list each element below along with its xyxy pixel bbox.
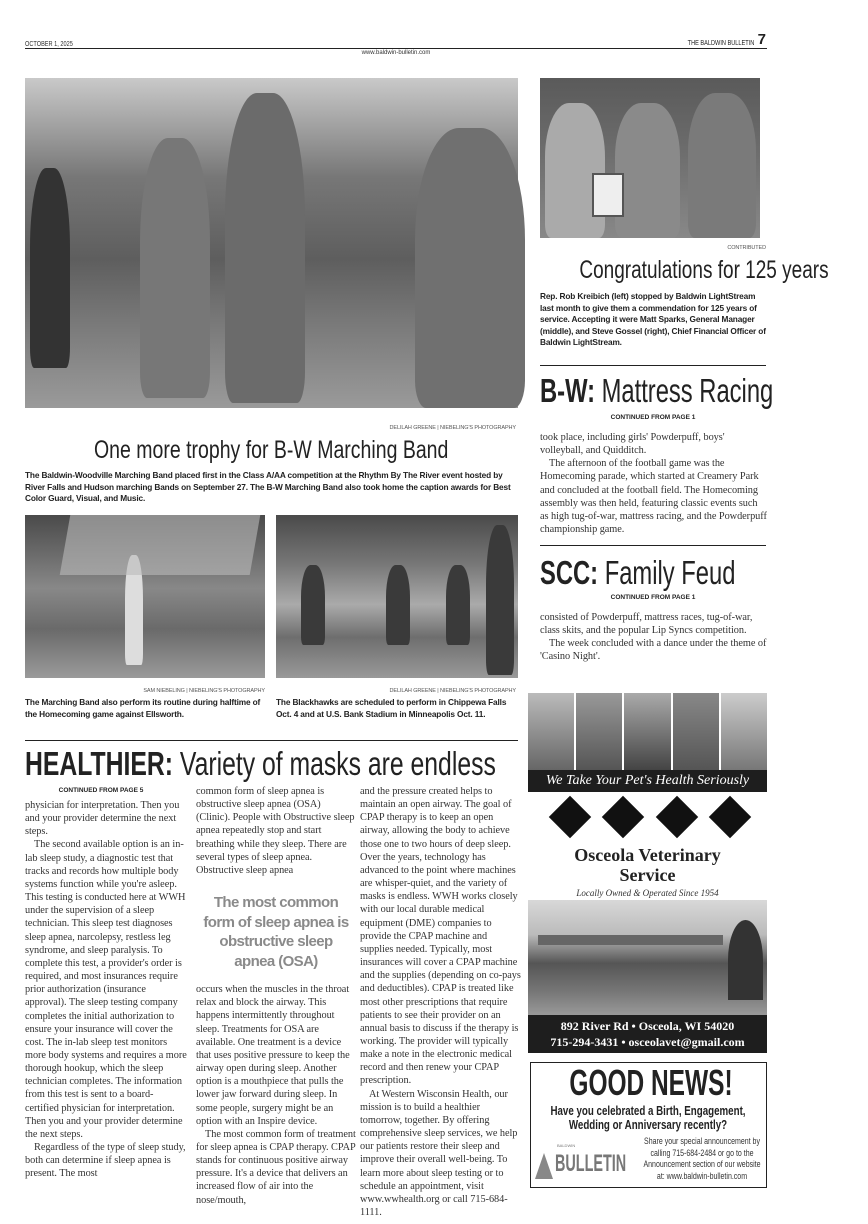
commendation-photo	[540, 78, 760, 238]
good-news-question: Have you celebrated a Birth, Engagement, Wedding or Anniversary recently?	[550, 1104, 746, 1132]
vet-name-line1: Osceola Veterinary	[574, 845, 721, 865]
healthier-headline	[25, 746, 653, 781]
paragraph: The most common form of treatment for sleep apnea is CPAP therapy. CPAP stands for continuous positive airway pressure. It's a device that delivers an increased flow of air into the nose/mouth,	[196, 1128, 356, 1206]
bw-headline	[540, 374, 864, 409]
blackhawks-caption: The Blackhawks are scheduled to perform in Chippewa Falls Oct. 4 and at U.S. Bank Stadium in Minneapolis Oct. 11.	[276, 697, 507, 719]
bw-article	[540, 431, 768, 536]
paragraph: The second available option is an in-lab sleep study, a diagnostic test that tracks and records how multiple body systems function while you're asleep. This testing is conducted here at WWH under the supervision of a sleep technician. This sleep test diagnoses sleep apnea, narcolepsy, restless leg syndrome, and sleep paralysis. To complete this test, a provider's order is required, and most insurances require prior authorization (insurance approval). The sleep testing company completes the initial authorization to ensure your insurance will cover the cost. The in-lab sleep test monitors more body systems and requires a more thorough hookup, which the sleep technician completes. The information from this test is sent to a board-certified physician for interpretation. Then you and your provider determine the next steps.	[25, 839, 187, 1140]
article-column-2	[196, 785, 356, 1207]
marching-caption: The Baldwin-Woodville Marching Band placed first in the Class A/AA competition at the Rhythm By The River event hosted by River Falls and Hudson marching Bands on September 27. The B-W Marching Band also took home the caption awards for Best Color Guard, Visual, and Music.	[25, 470, 511, 503]
halftime-caption: The Marching Band also perform its routine during halftime of the Homecoming game against Ellsworth.	[25, 697, 261, 719]
vet-contact	[528, 1015, 767, 1053]
continued-label: CONTINUED FROM PAGE 5	[58, 787, 144, 794]
pull-quote: The most common form of sleep apnea is obstructive sleep apnea (OSA)	[203, 894, 349, 970]
healthier-kicker: HEALTHIER:	[25, 745, 174, 782]
vet-phone-email[interactable]: 715-294-3431 • osceolavet@gmail.com	[550, 1035, 745, 1049]
section-rule	[540, 365, 766, 366]
paragraph: and the pressure created helps to maintain an open airway. The goal of CPAP therapy is to keep an open airway, allowing the body to achieve those one to two hours of deep sleep. Over the years, technology has advanced to the point where machines are whisper-quiet, and the variety of masks is endless. WWH works closely with our local durable medical equipment (DME) companies to provide the CPAP machine and supplies needed. Typically, most insurances will cover a CPAP machine and the supplies (depending on co-pays and deductibles). CPAP is treated like most other prescriptions that require patients to see their provider on an annual basis to discuss if the therapy is working. The provider will typically make a note in the electronic medical record and then renew your CPAP prescription.	[360, 786, 521, 1087]
animal-logo-icon	[655, 796, 697, 838]
clinic-building-photo	[528, 900, 767, 1015]
paper-name: THE BALDWIN BULLETIN	[688, 40, 755, 47]
paragraph: common form of sleep apnea is obstructive sleep apnea (OSA) (Clinic). People with Obstructive sleep apnea repeatedly stop and start breathing while they sleep. There are several types of sleep apnea. Obstructive sleep apnea	[196, 786, 355, 876]
photo-credit: DELILAH GREENE | NIEBELING'S PHOTOGRAPHY	[389, 688, 516, 694]
vet-address: 892 River Rd • Osceola, WI 54020	[560, 1019, 735, 1033]
website-url[interactable]: www.baldwin-bulletin.com	[361, 50, 431, 56]
page-number: 7	[757, 31, 766, 48]
paragraph: took place, including girls' Powderpuff, boys' volleyball, and Quidditch.	[540, 432, 725, 457]
halftime-photo	[25, 515, 265, 678]
congrats-caption: Rep. Rob Kreibich (left) stopped by Baldwin LightStream last month to give them a commendation for 125 years of service. Accepting it were Matt Sparks, General Manager (middle), and Steve Gossel (right), Chief Financial Officer of Baldwin LightStream.	[540, 291, 766, 347]
logo-text: BULLETIN	[555, 1150, 627, 1177]
good-news-ad[interactable]	[530, 1062, 767, 1188]
good-news-question-wrap	[531, 1104, 765, 1134]
congrats-headline: Congratulations for 125 years	[579, 256, 829, 284]
paragraph: The week concluded with a dance under the theme of 'Casino Night'.	[540, 638, 767, 663]
photo-credit: SAM NIEBELING | NIEBELING'S PHOTOGRAPHY	[143, 688, 265, 694]
vet-subtitle: Locally Owned & Operated Since 1954	[576, 888, 719, 898]
scc-headline	[540, 556, 811, 591]
vet-name-line2: Service	[619, 865, 676, 885]
paragraph: physician for interpretation. Then you and your provider determine the next steps.	[25, 800, 180, 838]
animal-logo-icon	[602, 796, 644, 838]
article-column-3	[360, 785, 522, 1219]
scc-article	[540, 611, 768, 664]
good-news-title: GOOD NEWS!	[569, 1062, 733, 1103]
continued-label: CONTINUED FROM PAGE 1	[610, 594, 696, 601]
masthead-right	[671, 33, 766, 47]
drumline-photo	[276, 515, 518, 678]
photo-credit: DELILAH GREENE | NIEBELING'S PHOTOGRAPHY	[389, 425, 516, 431]
windmill-icon	[535, 1153, 553, 1179]
article-column-1	[25, 799, 187, 1181]
marching-band-photo	[25, 78, 518, 408]
photo-credit: CONTRIBUTED	[727, 245, 766, 251]
paragraph: consisted of Powderpuff, mattress races, tug-of-war, class skits, and the popular Lip Syncs competition.	[540, 612, 753, 637]
good-news-title-wrap	[531, 1064, 765, 1102]
bw-kicker: B-W:	[540, 372, 595, 409]
paragraph: The afternoon of the football game was the Homecoming parade, which started at Creamery Park and concluded at the football field. The Homecoming assembly was then held, featuring classic events such as high tug-of-war, mattress racing, and the Powderpuff championship game.	[540, 458, 767, 536]
logo-small-text: BALDWIN	[557, 1143, 576, 1148]
scc-kicker: SCC:	[540, 554, 599, 591]
section-rule	[25, 740, 518, 741]
issue-date: OCTOBER 1, 2025	[25, 41, 73, 48]
congrats-headline-wrap	[540, 256, 829, 284]
header-rule	[25, 48, 767, 49]
bw-title: Mattress Racing	[601, 372, 774, 409]
good-news-text-wrap	[639, 1136, 765, 1184]
section-rule	[540, 545, 766, 546]
animal-logo-icon	[709, 796, 751, 838]
marching-headline: One more trophy for B-W Marching Band	[94, 436, 449, 464]
scc-title: Family Feud	[604, 554, 736, 591]
marching-headline-wrap	[25, 437, 518, 463]
paragraph: occurs when the muscles in the throat relax and block the airway. This happens intermittently throughout sleep. Treatments for OSA are available. One treatment is a device that uses positive pressure to keep the airway open during sleep. Another option is a mouthpiece that pulls the lower jaw forward during sleep. In some people, surgery might be an option with an Inspire device.	[196, 984, 350, 1127]
vet-tagline: We Take Your Pet's Health Seriously	[528, 770, 767, 792]
paragraph: Regardless of the type of sleep study, both can determine if sleep apnea is present. The most	[25, 1142, 186, 1180]
bulletin-logo	[535, 1143, 635, 1181]
animal-logos	[550, 797, 750, 837]
healthier-title: Variety of masks are endless	[179, 745, 496, 782]
vet-name	[528, 845, 767, 885]
paragraph: At Western Wisconsin Health, our mission is to build a healthier tomorrow, together. By offering comprehensive sleep services, we help our patients restore their sleep and improve their overall well-being. To learn more about sleep testing or to schedule an appointment, visit www.wwhealth.org or call 715-684-1111.	[360, 1088, 518, 1218]
continued-label: CONTINUED FROM PAGE 1	[610, 414, 696, 421]
animal-logo-icon	[549, 796, 591, 838]
good-news-text: Share your special announcement by calling 715-684-2484 or go to the Announcement section of our website at: www.baldwin-bulletin.com	[643, 1136, 761, 1181]
